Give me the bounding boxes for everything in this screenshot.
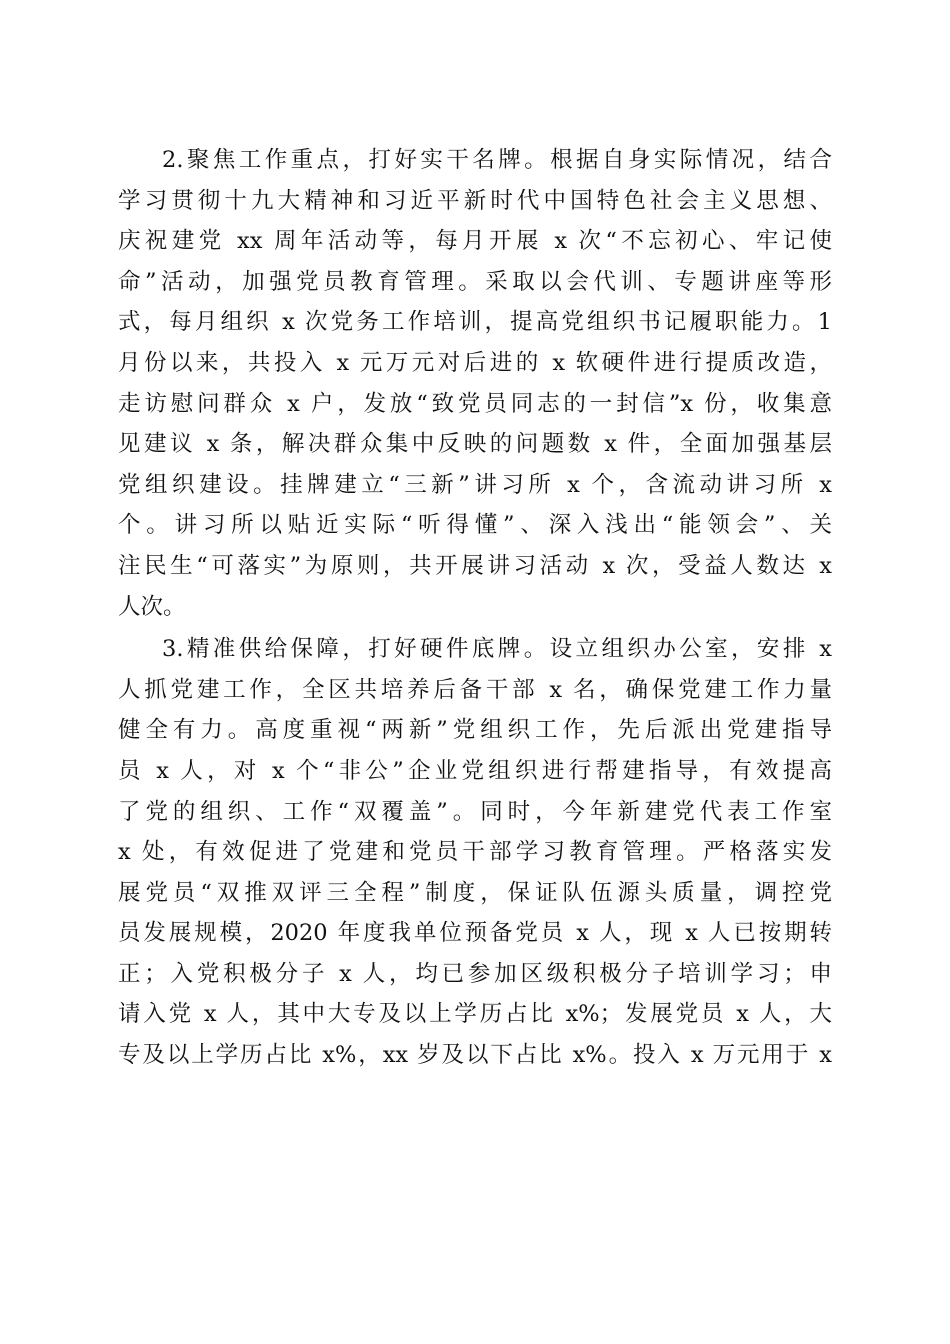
paragraph-line: 走访慰问群众 x 户，发放“致党员同志的一封信”x 份，收集意 <box>118 390 832 417</box>
paragraph-line: 2.聚焦工作重点，打好实干名牌。根据自身实际情况，结合 <box>162 147 832 173</box>
paragraph-line: x 处，有效促进了党建和党员干部学习教育管理。严格落实发 <box>118 839 832 866</box>
paragraph-line: 健全有力。高度重视“两新”党组织工作，先后派出党建指导 <box>118 717 832 744</box>
paragraph-line: 正；入党积极分子 x 人，均已参加区级积极分子培训学习；申 <box>118 960 832 987</box>
paragraph-line: 个。讲习所以贴近实际“听得懂”、深入浅出“能领会”、关 <box>118 512 832 539</box>
paragraph-line: 月份以来，共投入 x 元万元对后进的 x 软硬件进行提质改造， <box>118 349 832 376</box>
paragraph-line: 党组织建设。挂牌建立“三新”讲习所 x 个，含流动讲习所 x <box>118 471 832 498</box>
paragraph-line: 注民生“可落实”为原则，共开展讲习活动 x 次，受益人数达 x <box>118 552 832 579</box>
paragraph-line: 展党员“双推双评三全程”制度，保证队伍源头质量，调控党 <box>118 879 832 906</box>
paragraph-line: 员发展规模，2020 年度我单位预备党员 x 人，现 x 人已按期转 <box>118 920 832 947</box>
paragraph-line: 庆祝建党 xx 周年活动等，每月开展 x 次“不忘初心、牢记使 <box>118 228 832 255</box>
paragraph-line: 学习贯彻十九大精神和习近平新时代中国特色社会主义思想、 <box>118 187 832 214</box>
paragraph-line: 3.精准供给保障，打好硬件底牌。设立组织办公室，安排 x <box>162 636 832 663</box>
paragraph-line: 了党的组织、工作“双覆盖”。同时，今年新建党代表工作室 <box>118 798 832 825</box>
paragraph-line: 见建议 x 条，解决群众集中反映的问题数 x 件，全面加强基层 <box>118 431 832 458</box>
paragraph-line: 命”活动，加强党员教育管理。采取以会代训、专题讲座等形 <box>118 268 832 295</box>
paragraph-line: 式，每月组织 x 次党务工作培训，提高党组织书记履职能力。1 <box>118 309 832 336</box>
paragraph-line: 请入党 x 人，其中大专及以上学历占比 x%；发展党员 x 人，大 <box>118 1001 832 1028</box>
paragraph-line: 人抓党建工作，全区共培养后备干部 x 名，确保党建工作力量 <box>118 676 832 703</box>
paragraph-line: 人次。 <box>118 593 186 620</box>
document-body <box>118 140 832 1076</box>
paragraph-line: 员 x 人，对 x 个“非公”企业党组织进行帮建指导，有效提高 <box>118 757 832 784</box>
paragraph-line: 专及以上学历占比 x%，xx 岁及以下占比 x%。投入 x 万元用于 x <box>118 1042 832 1069</box>
paragraph-3 <box>118 629 832 1076</box>
paragraph-2 <box>118 140 832 627</box>
